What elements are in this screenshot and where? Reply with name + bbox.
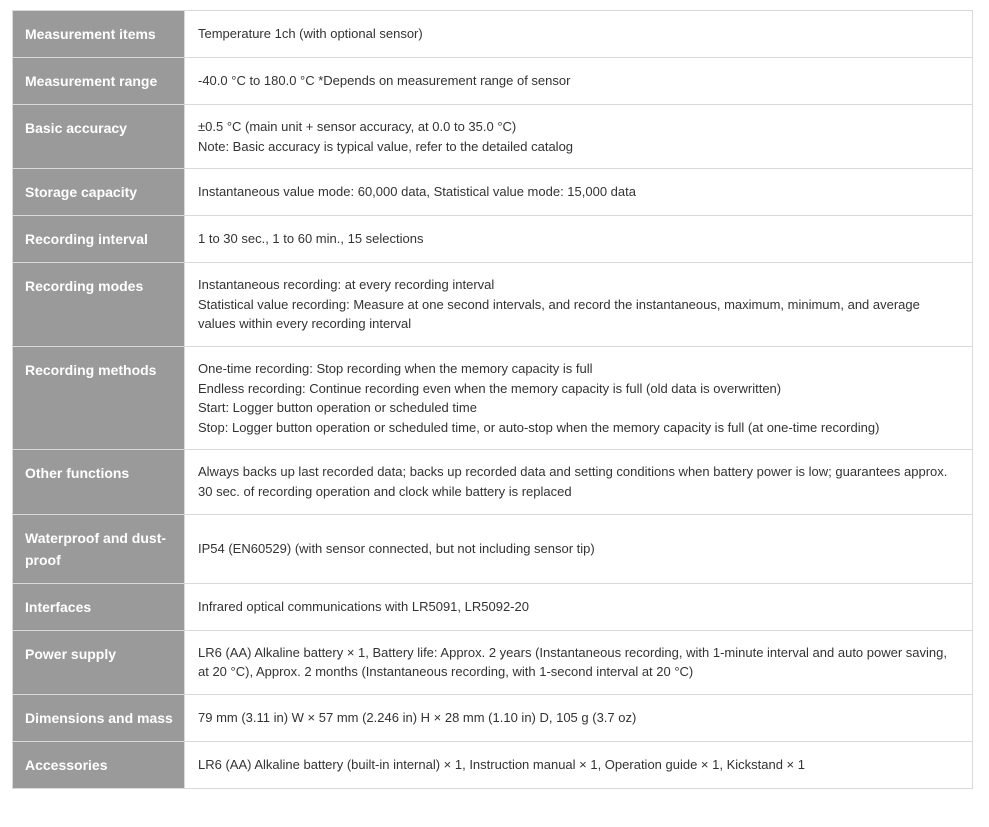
spec-value-line: Endless recording: Continue recording even when the memory capacity is full (old data is overwritten) — [198, 380, 782, 396]
spec-value-line: Instantaneous recording: at every recording interval — [198, 277, 495, 293]
spec-value-line: LR6 (AA) Alkaline battery (built-in internal) × 1, Instruction manual × 1, Operation guide × 1, Kickstand × 1 — [198, 756, 805, 772]
spec-row-other-functions — [13, 450, 973, 514]
spec-row-interfaces — [13, 583, 973, 630]
spec-value — [185, 263, 973, 347]
spec-value — [185, 346, 973, 449]
spec-value-line: Start: Logger button operation or scheduled time — [198, 400, 477, 416]
spec-value — [185, 694, 973, 741]
spec-label: Other functions — [13, 450, 185, 514]
spec-value — [185, 58, 973, 105]
spec-value-line: LR6 (AA) Alkaline battery × 1, Battery life: Approx. 2 years (Instantaneous recording, with 1-minute interval and auto power saving, at 20 °C), Approx. 2 months (Instantaneous recording, with 1-second interval at 20 °C) — [198, 644, 947, 680]
spec-label: Storage capacity — [13, 169, 185, 216]
spec-value-line: Stop: Logger button operation or scheduled time, or auto-stop when the memory capacity is full (at one-time recording) — [198, 419, 880, 435]
spec-value — [185, 216, 973, 263]
spec-value — [185, 169, 973, 216]
spec-row-recording-methods — [13, 346, 973, 449]
spec-value-line: One-time recording: Stop recording when the memory capacity is full — [198, 360, 593, 376]
spec-row-dimensions — [13, 694, 973, 741]
spec-label: Waterproof and dust-proof — [13, 514, 185, 583]
spec-value-line: -40.0 °C to 180.0 °C *Depends on measurement range of sensor — [198, 73, 571, 89]
spec-row-storage-capacity — [13, 169, 973, 216]
spec-label: Recording interval — [13, 216, 185, 263]
spec-value-line: Infrared optical communications with LR5091, LR5092-20 — [198, 598, 529, 614]
spec-row-measurement-items — [13, 11, 973, 58]
spec-label: Basic accuracy — [13, 105, 185, 169]
spec-value-line: Instantaneous value mode: 60,000 data, Statistical value mode: 15,000 data — [198, 184, 636, 200]
spec-label: Recording modes — [13, 263, 185, 347]
spec-row-power-supply — [13, 630, 973, 694]
spec-value-line: Note: Basic accuracy is typical value, refer to the detailed catalog — [198, 138, 574, 154]
spec-label: Recording methods — [13, 346, 185, 449]
spec-value-line: ±0.5 °C (main unit + sensor accuracy, at 0.0 to 35.0 °C) — [198, 119, 517, 134]
spec-label: Measurement items — [13, 11, 185, 58]
spec-row-recording-interval — [13, 216, 973, 263]
spec-value — [185, 450, 973, 514]
spec-value-line: Statistical value recording: Measure at one second intervals, and record the instantaneous, maximum, minimum, and average values within every recording interval — [198, 296, 920, 332]
spec-row-accessories — [13, 741, 973, 788]
spec-value — [185, 11, 973, 58]
spec-row-measurement-range — [13, 58, 973, 105]
spec-label: Accessories — [13, 741, 185, 788]
spec-value — [185, 583, 973, 630]
spec-row-waterproof — [13, 514, 973, 583]
spec-table — [12, 10, 973, 789]
spec-row-recording-modes — [13, 263, 973, 347]
spec-label: Measurement range — [13, 58, 185, 105]
spec-value-line: 1 to 30 sec., 1 to 60 min., 15 selections — [198, 231, 424, 247]
spec-label: Dimensions and mass — [13, 694, 185, 741]
spec-label: Interfaces — [13, 583, 185, 630]
spec-value-line: 79 mm (3.11 in) W × 57 mm (2.246 in) H × 28 mm (1.10 in) D, 105 g (3.7 oz) — [198, 709, 637, 725]
spec-label: Power supply — [13, 630, 185, 694]
spec-value — [185, 105, 973, 169]
spec-row-basic-accuracy — [13, 105, 973, 169]
spec-value — [185, 741, 973, 788]
spec-value — [185, 514, 973, 583]
spec-value-line: IP54 (EN60529) (with sensor connected, but not including sensor tip) — [198, 540, 595, 556]
spec-value-line: Always backs up last recorded data; backs up recorded data and setting conditions when battery power is low; guarantees approx. 30 sec. of recording operation and clock while battery is replaced — [198, 464, 948, 499]
spec-value — [185, 630, 973, 694]
spec-value-line: Temperature 1ch (with optional sensor) — [198, 26, 423, 42]
